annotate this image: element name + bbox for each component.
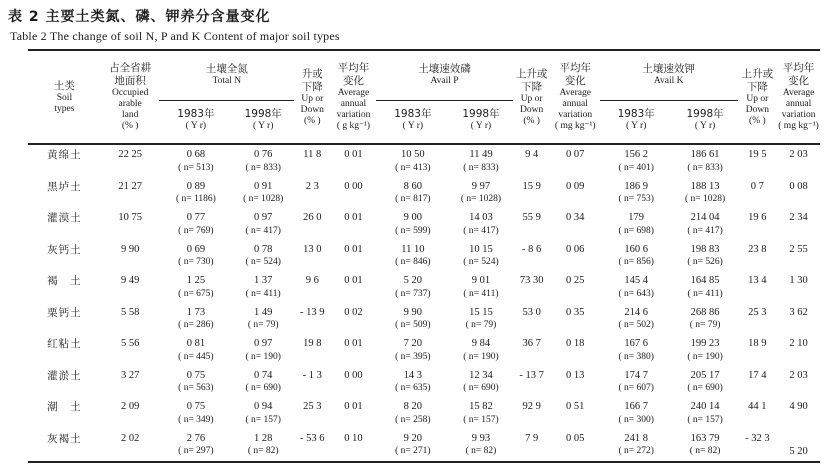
cell-k-updown: 23 8: [748, 243, 767, 255]
n-1998-label: 1998年: [244, 108, 282, 121]
n-var-en3: variation: [336, 110, 371, 120]
cell-k-variation: 2 03: [789, 369, 808, 381]
cell-occupied: 10 75: [118, 212, 142, 223]
k-var-en2: annual: [785, 99, 812, 109]
p-updown-en1: Up or: [520, 93, 543, 104]
table-row: [28, 334, 820, 366]
cell-k-variation: 0 08: [789, 180, 808, 192]
cell-occupied: 3 27: [120, 369, 140, 381]
cell-n-1998: 0 94 ( n= 157): [245, 401, 281, 425]
cell-k-1998: 164 85 ( n= 411): [687, 275, 723, 299]
cell-k-variation: 2 55: [789, 243, 808, 255]
table-row: [28, 144, 820, 177]
occupied-label-en2: arable: [118, 99, 142, 109]
cell-soil-type: 栗钙土: [47, 306, 82, 319]
col-header-occupied-land: [101, 50, 160, 144]
cell-p-1998: 9 84 ( n= 190): [463, 338, 499, 362]
n-var-en2: annual: [340, 99, 367, 109]
cell-k-1983: 160 6 ( n= 856): [618, 243, 654, 267]
col-header-n-variation: [331, 50, 377, 144]
cell-k-variation: 3 62: [789, 306, 808, 318]
table-title-zh: 表 2 主要土类氮、磷、钾养分含量变化: [8, 9, 271, 25]
n-1983-unit: ( Y r): [185, 121, 207, 132]
cell-n-1998: 0 74 ( n= 690): [245, 369, 281, 393]
subheader-p-1983: [376, 100, 449, 144]
cell-n-variation: 0 01: [344, 149, 363, 160]
cell-p-1983: 10 50 ( n= 413): [395, 149, 431, 173]
cell-n-1998: 0 97 ( n= 190): [245, 338, 281, 362]
cell-k-1998: 240 14 ( n= 157): [687, 401, 723, 425]
cell-k-variation: 5 20: [789, 445, 808, 457]
avail-p-label-zh: 土壤速效磷: [418, 62, 471, 75]
p-1983-label: 1983年: [394, 108, 432, 121]
occupied-label-en3: land: [121, 110, 139, 120]
k-updown-zh1: 上升或: [741, 67, 774, 80]
cell-k-variation: 2 03: [789, 149, 808, 160]
cell-soil-type: 黑垆土: [47, 180, 82, 193]
n-updown-zh1: 升或: [301, 67, 323, 80]
cell-occupied: 2 09: [120, 401, 140, 412]
cell-n-variation: 0 01: [344, 243, 363, 255]
soil-type-label-zh: 土类: [53, 79, 75, 92]
n-var-zh1: 平均年: [337, 62, 370, 74]
cell-p-1983: 9 00 ( n= 599): [395, 212, 431, 236]
cell-p-1998: 15 15 ( n= 79): [465, 306, 497, 330]
occupied-label-en4: (% ): [121, 121, 139, 131]
k-updown-zh2: 下降: [746, 80, 768, 93]
cell-p-1983: 9 20 ( n= 271): [395, 432, 431, 456]
cell-p-variation: 0 18: [566, 338, 585, 349]
group-header-avail-k: [600, 50, 738, 100]
soil-nutrient-table: [28, 49, 820, 463]
k-var-zh2: 变化: [788, 75, 810, 87]
cell-occupied: 22 25: [118, 149, 142, 160]
cell-soil-type: 灰褐土: [47, 432, 82, 445]
cell-p-1998: 12 34 ( n= 690): [463, 369, 499, 393]
cell-n-1983: 0 69 ( n= 730): [178, 243, 214, 267]
n-var-zh2: 变化: [342, 75, 364, 87]
cell-n-updown: 19 8: [303, 338, 322, 349]
cell-n-updown: 25 3: [303, 401, 322, 412]
cell-n-1998: 0 76 ( n= 833): [245, 149, 281, 173]
cell-n-updown: 11 8: [303, 149, 322, 160]
avail-k-label-zh: 土壤速效钾: [642, 62, 695, 75]
p-var-unit: ( mg kg⁻¹): [554, 121, 596, 131]
p-var-zh1: 平均年: [559, 62, 591, 74]
cell-p-updown: 15 9: [522, 180, 541, 192]
p-1983-unit: ( Y r): [402, 121, 424, 132]
group-header-avail-p: [376, 50, 512, 100]
cell-p-variation: 0 25: [566, 275, 585, 286]
cell-soil-type: 褐 土: [47, 275, 82, 287]
cell-n-updown: - 1 3: [302, 369, 322, 381]
cell-p-updown: 73 30: [519, 275, 544, 286]
cell-n-variation: 0 01: [344, 275, 363, 286]
occupied-label-zh1: 占全省耕: [109, 62, 152, 74]
p-updown-en3: (% ): [523, 115, 540, 126]
p-var-en3: variation: [558, 110, 593, 120]
soil-type-label-en: Soil: [56, 92, 73, 103]
cell-n-updown: 9 6: [305, 275, 319, 286]
cell-k-1983: 145 4 ( n= 643): [618, 275, 654, 299]
table-row: [28, 240, 820, 272]
k-1998-unit: ( Y r): [694, 121, 716, 132]
total-n-label-zh: 土壤全氮: [205, 62, 248, 75]
cell-n-1998: 1 49 ( n= 79): [247, 306, 279, 330]
cell-n-updown: 13 0: [303, 243, 322, 255]
cell-n-1983: 0 89 ( n= 1186): [175, 180, 216, 204]
n-updown-en2: Down: [300, 104, 324, 115]
cell-n-1983: 0 75 ( n= 563): [178, 369, 214, 393]
avail-p-label-en: Avail P: [430, 75, 459, 86]
table-row: [28, 366, 820, 398]
cell-p-1983: 8 60 ( n= 817): [395, 180, 431, 204]
cell-k-variation: 1 30: [789, 275, 808, 286]
occupied-label-en1: Occupied: [111, 88, 149, 98]
k-1983-label: 1983年: [617, 108, 655, 121]
col-header-k-updown: [738, 50, 778, 144]
cell-p-1998: 15 82 ( n= 157): [463, 401, 499, 425]
cell-soil-type: 潮 土: [47, 401, 82, 413]
k-1983-unit: ( Y r): [625, 121, 647, 132]
cell-k-updown: - 32 3: [745, 432, 770, 444]
p-var-en1: Average: [559, 88, 591, 98]
k-updown-en1: Up or: [746, 93, 769, 104]
cell-n-variation: 0 10: [344, 432, 363, 444]
table-body: [28, 144, 820, 462]
table-row: [28, 208, 820, 240]
cell-k-1983: 241 8 ( n= 272): [618, 432, 654, 456]
cell-k-variation: 4 90: [789, 401, 808, 412]
cell-k-updown: 13 4: [748, 275, 767, 286]
n-updown-en3: (% ): [303, 115, 321, 126]
cell-p-1983: 5 20 ( n= 737): [395, 275, 431, 299]
cell-p-variation: 0 07: [566, 149, 585, 160]
cell-n-1983: 0 68 ( n= 513): [178, 149, 214, 173]
cell-k-updown: 19 6: [748, 212, 767, 223]
cell-n-variation: 0 01: [344, 401, 363, 412]
col-header-p-updown: [513, 50, 551, 144]
cell-n-1983: 0 75 ( n= 349): [178, 401, 214, 425]
table-header: [28, 50, 820, 144]
cell-k-1998: 188 13 ( n= 1028): [684, 180, 726, 204]
p-var-en2: annual: [562, 99, 588, 109]
table-row: [28, 397, 820, 429]
cell-p-variation: 0 35: [566, 306, 585, 318]
cell-occupied: 5 58: [120, 306, 140, 318]
cell-p-1998: 9 93 ( n= 82): [465, 432, 497, 456]
cell-occupied: 21 27: [118, 180, 142, 192]
cell-k-updown: 18 9: [748, 338, 767, 349]
cell-k-1998: 199 23 ( n= 190): [687, 338, 723, 362]
cell-k-1998: 186 61 ( n= 833): [687, 149, 723, 173]
k-var-zh1: 平均年: [782, 62, 815, 74]
cell-n-1983: 0 81 ( n= 445): [178, 338, 214, 362]
cell-occupied: 5 56: [120, 338, 140, 349]
cell-occupied: 9 49: [120, 275, 140, 286]
subheader-n-1998: [232, 100, 294, 144]
cell-n-updown: 2 3: [305, 180, 319, 192]
cell-n-1998: 0 91 ( n= 1028): [243, 180, 284, 204]
p-updown-en2: Down: [520, 104, 544, 115]
cell-k-updown: 17 4: [748, 369, 767, 381]
k-var-unit: ( mg kg⁻¹): [778, 121, 819, 131]
soil-type-label-en2: types: [54, 103, 75, 114]
cell-n-updown: - 13 9: [300, 306, 325, 318]
subheader-p-1998: [449, 100, 512, 144]
cell-p-1998: 11 49 ( n= 833): [463, 149, 499, 173]
n-updown-zh2: 下降: [301, 80, 323, 93]
cell-p-updown: 55 9: [522, 212, 541, 223]
cell-k-1998: 198 83 ( n= 526): [687, 243, 723, 267]
cell-n-1983: 0 77 ( n= 769): [178, 212, 214, 236]
cell-n-updown: 26 0: [303, 212, 322, 223]
cell-n-1998: 0 78 ( n= 524): [245, 243, 281, 267]
cell-p-updown: 9 4: [525, 149, 539, 160]
cell-n-variation: 0 01: [344, 338, 363, 349]
cell-k-1998: 163 79 ( n= 82): [689, 432, 721, 456]
p-updown-zh2: 下降: [521, 80, 543, 93]
k-var-en1: Average: [782, 88, 815, 98]
cell-p-variation: 0 34: [566, 212, 585, 223]
cell-k-1983: 186 9 ( n= 753): [618, 180, 654, 204]
cell-n-1983: 1 73 ( n= 286): [178, 306, 214, 330]
cell-n-1998: 1 37 ( n= 411): [245, 275, 281, 299]
cell-k-1983: 174 7 ( n= 607): [618, 369, 654, 393]
cell-p-1998: 9 97 ( n= 1028): [460, 180, 502, 204]
cell-soil-type: 灌漠土: [47, 212, 82, 224]
cell-n-1983: 2 76 ( n= 297): [178, 432, 214, 456]
cell-k-updown: 19 5: [748, 149, 767, 160]
cell-k-1998: 268 86 ( n= 79): [689, 306, 721, 330]
cell-k-1983: 156 2 ( n= 401): [618, 149, 654, 173]
cell-k-variation: 2 34: [789, 212, 808, 223]
cell-k-1998: 205 17 ( n= 690): [687, 369, 723, 393]
cell-occupied: 2 02: [120, 432, 140, 444]
cell-p-updown: - 8 6: [522, 243, 542, 255]
cell-p-updown: 53 0: [522, 306, 541, 318]
p-1998-unit: ( Y r): [470, 121, 492, 132]
cell-n-variation: 0 00: [344, 369, 363, 381]
cell-occupied: 9 90: [120, 243, 140, 255]
cell-k-1983: 179 ( n= 698): [618, 212, 654, 236]
cell-n-1983: 1 25 ( n= 675): [178, 275, 214, 299]
cell-n-1998: 1 28 ( n= 82): [247, 432, 279, 456]
cell-k-updown: 25 3: [748, 306, 767, 318]
cell-p-variation: 0 13: [566, 369, 585, 381]
cell-k-1983: 214 6 ( n= 502): [618, 306, 654, 330]
subheader-k-1998: [673, 100, 738, 144]
subheader-n-1983: [159, 100, 232, 144]
col-header-soil-type: [28, 50, 101, 144]
cell-n-updown: - 53 6: [300, 432, 325, 444]
occupied-label-zh2: 地面积: [114, 75, 146, 87]
cell-k-updown: 44 1: [748, 401, 767, 412]
col-header-p-variation: [551, 50, 600, 144]
table-row: [28, 271, 820, 303]
cell-p-updown: 92 9: [522, 401, 541, 412]
subheader-k-1983: [600, 100, 673, 144]
cell-p-variation: 0 09: [566, 180, 585, 192]
table-row: [28, 303, 820, 335]
p-1998-label: 1998年: [462, 108, 500, 121]
cell-k-1983: 166 7 ( n= 300): [618, 401, 654, 425]
cell-n-variation: 0 02: [344, 306, 363, 318]
n-1983-label: 1983年: [177, 108, 215, 121]
cell-soil-type: 黄绵土: [47, 149, 82, 161]
table-row: [28, 177, 820, 209]
cell-p-variation: 0 51: [566, 401, 585, 412]
cell-soil-type: 红粘土: [47, 338, 82, 350]
cell-p-variation: 0 06: [566, 243, 585, 255]
cell-p-1983: 7 20 ( n= 395): [395, 338, 431, 362]
cell-n-variation: 0 00: [344, 180, 363, 192]
avail-k-label-en: Avail K: [653, 75, 684, 86]
cell-p-1983: 8 20 ( n= 258): [395, 401, 431, 425]
table-row: [28, 429, 820, 463]
cell-k-variation: 2 10: [789, 338, 808, 349]
k-updown-en2: Down: [745, 104, 769, 115]
k-var-en3: variation: [781, 110, 816, 120]
table-title-en: Table 2 The change of soil N, P and K Content of major soil types: [10, 29, 340, 43]
cell-n-1998: 0 97 ( n= 417): [245, 212, 281, 236]
k-updown-en3: (% ): [749, 115, 766, 126]
n-var-unit: ( g kg⁻¹): [336, 121, 371, 131]
cell-k-updown: 0 7: [750, 180, 764, 192]
cell-p-1998: 10 15 ( n= 524): [463, 243, 499, 267]
cell-n-variation: 0 01: [344, 212, 363, 223]
cell-p-updown: 7 9: [525, 432, 539, 444]
cell-p-variation: 0 05: [566, 432, 585, 444]
cell-p-1998: 14 03 ( n= 417): [463, 212, 499, 236]
n-var-en1: Average: [337, 88, 370, 98]
cell-k-1998: 214 04 ( n= 417): [687, 212, 723, 236]
cell-p-1983: 14 3 ( n= 635): [395, 369, 431, 393]
group-header-total-n: [159, 50, 294, 100]
p-updown-zh1: 上升或: [515, 67, 548, 80]
n-1998-unit: ( Y r): [252, 121, 274, 132]
cell-p-1998: 9 01 ( n= 411): [463, 275, 499, 299]
cell-p-updown: 36 7: [522, 338, 541, 349]
cell-p-1983: 11 10 ( n= 846): [395, 243, 431, 267]
cell-soil-type: 灌淤土: [47, 369, 82, 382]
p-var-zh2: 变化: [564, 75, 586, 87]
cell-soil-type: 灰钙土: [47, 243, 82, 256]
cell-p-updown: - 13 7: [519, 369, 544, 381]
total-n-label-en: Total N: [212, 75, 242, 86]
col-header-k-variation: [777, 50, 820, 144]
k-1998-label: 1998年: [686, 108, 724, 121]
n-updown-en1: Up or: [301, 93, 324, 104]
cell-p-1983: 9 90 ( n= 509): [395, 306, 431, 330]
cell-k-1983: 167 6 ( n= 380): [618, 338, 654, 362]
col-header-n-updown: [294, 50, 330, 144]
